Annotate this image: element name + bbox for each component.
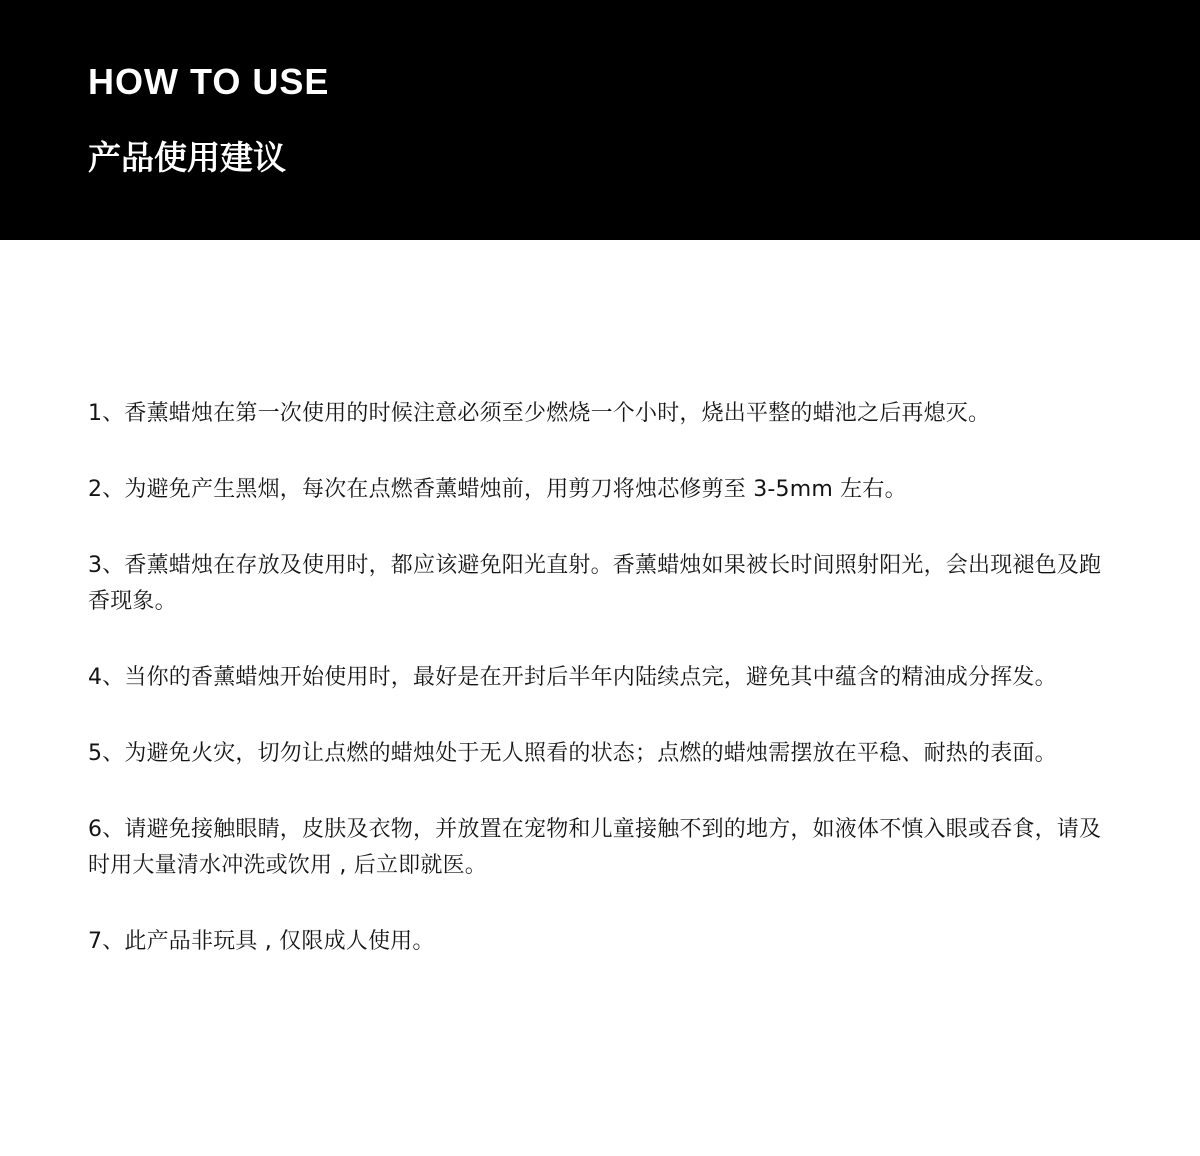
usage-instructions-list — [88, 396, 1118, 1000]
usage-item-1: 1、香薰蜡烛在第一次使用的时候注意必须至少燃烧一个小时，烧出平整的蜡池之后再熄灭。 — [88, 401, 991, 426]
title-english: HOW TO USE — [88, 61, 330, 102]
usage-item-7: 7、此产品非玩具 , 仅限成人使用。 — [88, 929, 435, 954]
usage-item-3: 3、香薰蜡烛在存放及使用时，都应该避免阳光直射。香薰蜡烛如果被长时间照射阳光，会出现褪色及跑香现象。 — [88, 553, 1102, 614]
usage-item-6: 6、请避免接触眼睛，皮肤及衣物，并放置在宠物和儿童接触不到的地方，如液体不慎入眼或吞食，请及时用大量清水冲洗或饮用 , 后立即就医。 — [88, 817, 1102, 878]
usage-item-5: 5、为避免火灾，切勿让点燃的蜡烛处于无人照看的状态；点燃的蜡烛需摆放在平稳、耐热的表面。 — [88, 741, 1057, 766]
header-band — [0, 0, 1200, 240]
title-chinese: 产品使用建议 — [88, 138, 286, 177]
usage-item-2: 2、为避免产生黑烟，每次在点燃香薰蜡烛前，用剪刀将烛芯修剪至 3-5mm 左右。 — [88, 477, 907, 502]
usage-item-4: 4、当你的香薰蜡烛开始使用时，最好是在开封后半年内陆续点完，避免其中蕴含的精油成分挥发。 — [88, 665, 1057, 690]
